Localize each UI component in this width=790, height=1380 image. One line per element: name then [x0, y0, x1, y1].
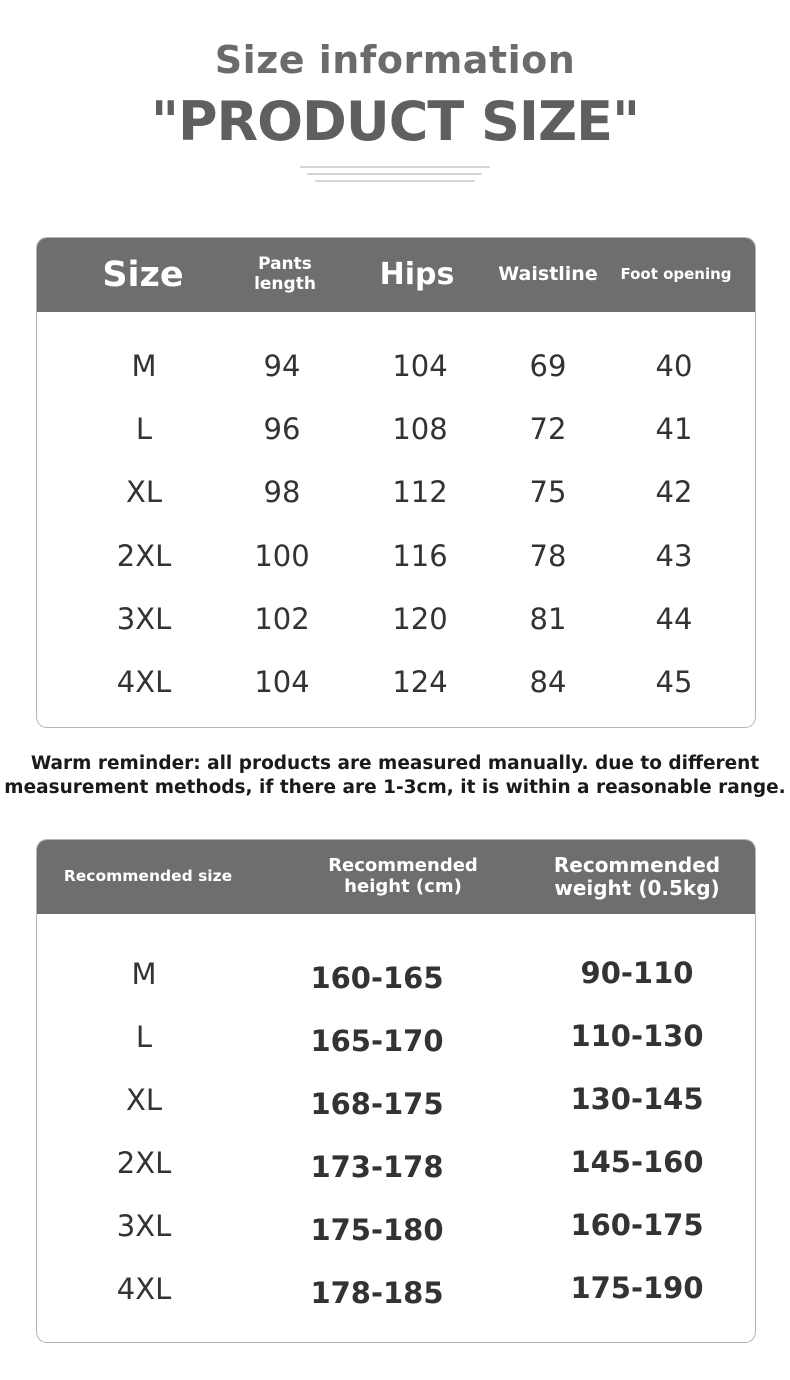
cell-pants-length: 104 [254, 665, 310, 699]
table-row [37, 954, 755, 994]
cell-hips: 108 [392, 412, 448, 446]
header-foot-opening: Foot opening [620, 265, 732, 284]
cell-weight: 145-160 [570, 1145, 704, 1179]
cell-pants-length: 102 [254, 602, 310, 636]
cell-size: 3XL [116, 602, 172, 636]
cell-waistline: 81 [529, 602, 567, 636]
header-pants-length: Pants length [254, 254, 316, 294]
cell-size: XL [125, 475, 163, 509]
table-row [37, 346, 755, 386]
cell-size: L [135, 1020, 153, 1054]
cell-height: 165-170 [310, 1024, 444, 1058]
cell-weight: 110-130 [570, 1019, 704, 1053]
table-row [37, 1206, 755, 1246]
cell-foot-opening: 42 [655, 475, 693, 509]
cell-size: M [131, 957, 157, 991]
cell-hips: 116 [392, 539, 448, 573]
cell-waistline: 75 [529, 475, 567, 509]
header-recommended-size: Recommended size [63, 867, 233, 886]
recommend-table-header [37, 840, 755, 914]
table-row [37, 409, 755, 449]
cell-size: 4XL [116, 1272, 172, 1306]
cell-hips: 104 [392, 349, 448, 383]
cell-waistline: 84 [529, 665, 567, 699]
cell-foot-opening: 44 [655, 602, 693, 636]
table-row [37, 1017, 755, 1057]
cell-size: XL [125, 1083, 163, 1117]
cell-height: 175-180 [310, 1213, 444, 1247]
cell-weight: 160-175 [570, 1208, 704, 1242]
header-size: Size [102, 254, 184, 295]
cell-size: 4XL [116, 665, 172, 699]
recommend-table [36, 839, 756, 1343]
table-row [37, 1143, 755, 1183]
page-title: Size information [214, 38, 576, 82]
cell-foot-opening: 45 [655, 665, 693, 699]
fine-print-decoration [295, 166, 495, 187]
cell-hips: 120 [392, 602, 448, 636]
cell-height: 168-175 [310, 1087, 444, 1121]
cell-size: 2XL [116, 539, 172, 573]
cell-size: M [131, 349, 157, 383]
cell-weight: 90-110 [580, 956, 694, 990]
cell-waistline: 72 [529, 412, 567, 446]
size-table [36, 237, 756, 728]
cell-height: 178-185 [310, 1276, 444, 1310]
cell-weight: 175-190 [570, 1271, 704, 1305]
table-row [37, 472, 755, 512]
table-row [37, 1269, 755, 1309]
header-recommended-height: Recommended height (cm) [328, 855, 478, 897]
cell-pants-length: 94 [263, 349, 301, 383]
cell-pants-length: 98 [263, 475, 301, 509]
cell-waistline: 78 [529, 539, 567, 573]
header-waistline: Waistline [498, 263, 598, 286]
table-row [37, 599, 755, 639]
cell-hips: 112 [392, 475, 448, 509]
cell-size: 3XL [116, 1209, 172, 1243]
cell-height: 160-165 [310, 961, 444, 995]
cell-height: 173-178 [310, 1150, 444, 1184]
cell-foot-opening: 40 [655, 349, 693, 383]
cell-pants-length: 96 [263, 412, 301, 446]
header-hips: Hips [379, 256, 455, 292]
table-row [37, 1080, 755, 1120]
cell-foot-opening: 41 [655, 412, 693, 446]
reminder-line-1: Warm reminder: all products are measured manually. due to different [30, 753, 760, 774]
size-table-header [37, 238, 755, 312]
cell-weight: 130-145 [570, 1082, 704, 1116]
cell-pants-length: 100 [254, 539, 310, 573]
reminder-line-2: measurement methods, if there are 1-3cm, it is within a reasonable range. [4, 777, 786, 798]
cell-waistline: 69 [529, 349, 567, 383]
table-row [37, 536, 755, 576]
cell-size: 2XL [116, 1146, 172, 1180]
header-recommended-weight: Recommended weight (0.5kg) [553, 853, 721, 900]
page-subtitle: "PRODUCT SIZE" [150, 90, 640, 153]
cell-hips: 124 [392, 665, 448, 699]
cell-size: L [135, 412, 153, 446]
table-row [37, 662, 755, 702]
warm-reminder [0, 752, 790, 800]
cell-foot-opening: 43 [655, 539, 693, 573]
